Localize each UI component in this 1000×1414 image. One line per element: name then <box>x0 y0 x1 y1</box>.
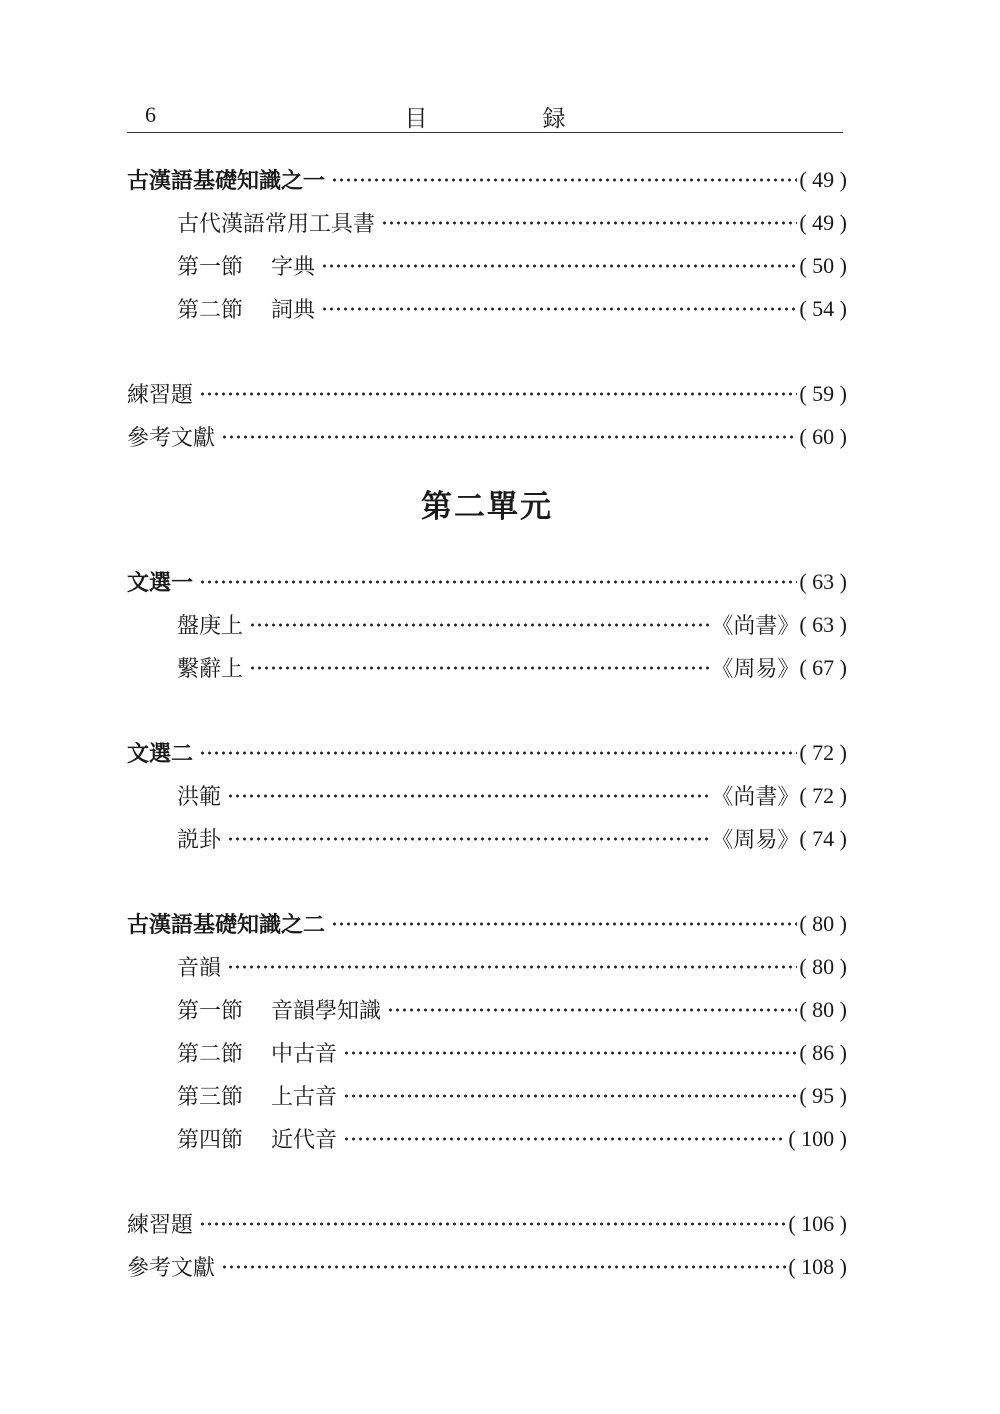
running-header <box>127 100 843 133</box>
toc-entry-yinyunxue[interactable] <box>127 988 847 1031</box>
section-title: 詞典 <box>271 298 316 323</box>
toc-label <box>177 1080 337 1111</box>
toc-entry-section2[interactable] <box>127 902 847 945</box>
toc-label <box>177 994 381 1025</box>
toc-label <box>177 293 315 324</box>
toc-label: 文選二 <box>127 741 194 767</box>
table-of-contents <box>127 158 847 1288</box>
toc-page: ( 80 ) <box>799 910 847 936</box>
leader-dots <box>249 621 709 629</box>
section-number: 第三節 <box>177 1085 244 1110</box>
section-number: 第四節 <box>177 1128 244 1153</box>
toc-label: 盤庚上 <box>177 614 244 639</box>
toc-label <box>177 1037 337 1068</box>
unit-heading: 第二單元 <box>421 489 553 525</box>
toc-page: ( 72 ) <box>799 782 847 808</box>
toc-entry-zhonggu[interactable] <box>127 1031 847 1074</box>
toc-page: ( 72 ) <box>799 739 847 765</box>
toc-page: ( 74 ) <box>799 825 847 851</box>
toc-entry-zidian[interactable] <box>127 244 847 287</box>
toc-page: ( 67 ) <box>799 654 847 680</box>
toc-label <box>177 250 315 281</box>
leader-dots <box>343 1092 797 1100</box>
leader-dots <box>343 1135 786 1143</box>
section-number: 第一節 <box>177 255 244 280</box>
toc-label: 練習題 <box>127 1213 194 1238</box>
toc-source: 《周易》 <box>711 657 800 682</box>
leader-dots <box>227 963 797 971</box>
section-number: 第二節 <box>177 1042 244 1067</box>
section-number: 第一節 <box>177 999 244 1024</box>
toc-entry-xici[interactable] <box>127 646 847 689</box>
leader-dots <box>227 792 709 800</box>
toc-label: 參考文獻 <box>127 1256 216 1281</box>
leader-dots <box>343 1049 797 1057</box>
leader-dots <box>249 664 709 672</box>
toc-page: ( 100 ) <box>788 1125 847 1151</box>
toc-entry-cidian[interactable] <box>127 287 847 330</box>
toc-label: 説卦 <box>177 828 222 853</box>
section-title: 音韻學知識 <box>271 999 382 1024</box>
leader-dots <box>381 219 797 227</box>
toc-page: ( 63 ) <box>799 568 847 594</box>
leader-dots <box>321 305 797 313</box>
toc-entry-references1[interactable] <box>127 415 847 458</box>
section-number: 第二節 <box>177 298 244 323</box>
leader-dots <box>199 390 797 398</box>
toc-page: ( 95 ) <box>799 1082 847 1108</box>
toc-entry-jindai[interactable] <box>127 1117 847 1160</box>
toc-entry-exercises1[interactable] <box>127 372 847 415</box>
toc-page: ( 49 ) <box>799 209 847 235</box>
toc-label: 練習題 <box>127 383 194 408</box>
toc-entry-references2[interactable] <box>127 1245 847 1288</box>
toc-entry-section1[interactable] <box>127 158 847 201</box>
toc-page: ( 49 ) <box>799 166 847 192</box>
section-title: 中古音 <box>271 1042 338 1067</box>
toc-entry-exercises2[interactable] <box>127 1202 847 1245</box>
section-title: 近代音 <box>271 1128 338 1153</box>
leader-dots <box>199 1220 786 1228</box>
leader-dots <box>199 749 797 757</box>
leader-dots <box>387 1006 797 1014</box>
toc-page: ( 80 ) <box>799 953 847 979</box>
toc-label: 古代漢語常用工具書 <box>177 212 376 237</box>
toc-source: 《尚書》 <box>711 614 800 639</box>
toc-label: 參考文獻 <box>127 426 216 451</box>
toc-entry-wenxuan2[interactable] <box>127 731 847 774</box>
toc-page: ( 86 ) <box>799 1039 847 1065</box>
leader-dots <box>221 1263 786 1271</box>
toc-label: 洪範 <box>177 785 222 810</box>
running-title: 目 録 <box>404 106 612 132</box>
leader-dots <box>227 835 709 843</box>
toc-source: 《尚書》 <box>711 785 800 810</box>
toc-source: 《周易》 <box>711 828 800 853</box>
toc-entry-wenxuan1[interactable] <box>127 560 847 603</box>
toc-entry-shuogua[interactable] <box>127 817 847 860</box>
toc-entry-shanggu[interactable] <box>127 1074 847 1117</box>
toc-entry-tools[interactable] <box>127 201 847 244</box>
toc-entry-yinyun[interactable] <box>127 945 847 988</box>
toc-page: ( 108 ) <box>788 1253 847 1279</box>
toc-label: 古漢語基礎知識之二 <box>127 912 326 938</box>
toc-label: 文選一 <box>127 570 194 596</box>
toc-page: ( 50 ) <box>799 252 847 278</box>
toc-page: ( 59 ) <box>799 380 847 406</box>
leader-dots <box>331 920 797 928</box>
toc-page: ( 60 ) <box>799 423 847 449</box>
page-number: 6 <box>145 102 156 127</box>
section-title: 字典 <box>271 255 316 280</box>
leader-dots <box>199 578 797 586</box>
toc-page: ( 63 ) <box>799 611 847 637</box>
leader-dots <box>221 433 797 441</box>
toc-page: ( 80 ) <box>799 996 847 1022</box>
toc-entry-hongfan[interactable] <box>127 774 847 817</box>
toc-page: ( 54 ) <box>799 295 847 321</box>
toc-label <box>177 1123 337 1154</box>
toc-page: ( 106 ) <box>788 1210 847 1236</box>
toc-label: 古漢語基礎知識之一 <box>127 168 326 194</box>
toc-label: 音韻 <box>177 956 222 981</box>
toc-entry-pangeng[interactable] <box>127 603 847 646</box>
leader-dots <box>331 176 797 184</box>
leader-dots <box>321 262 797 270</box>
section-title: 上古音 <box>271 1085 338 1110</box>
toc-label: 繫辭上 <box>177 657 244 682</box>
